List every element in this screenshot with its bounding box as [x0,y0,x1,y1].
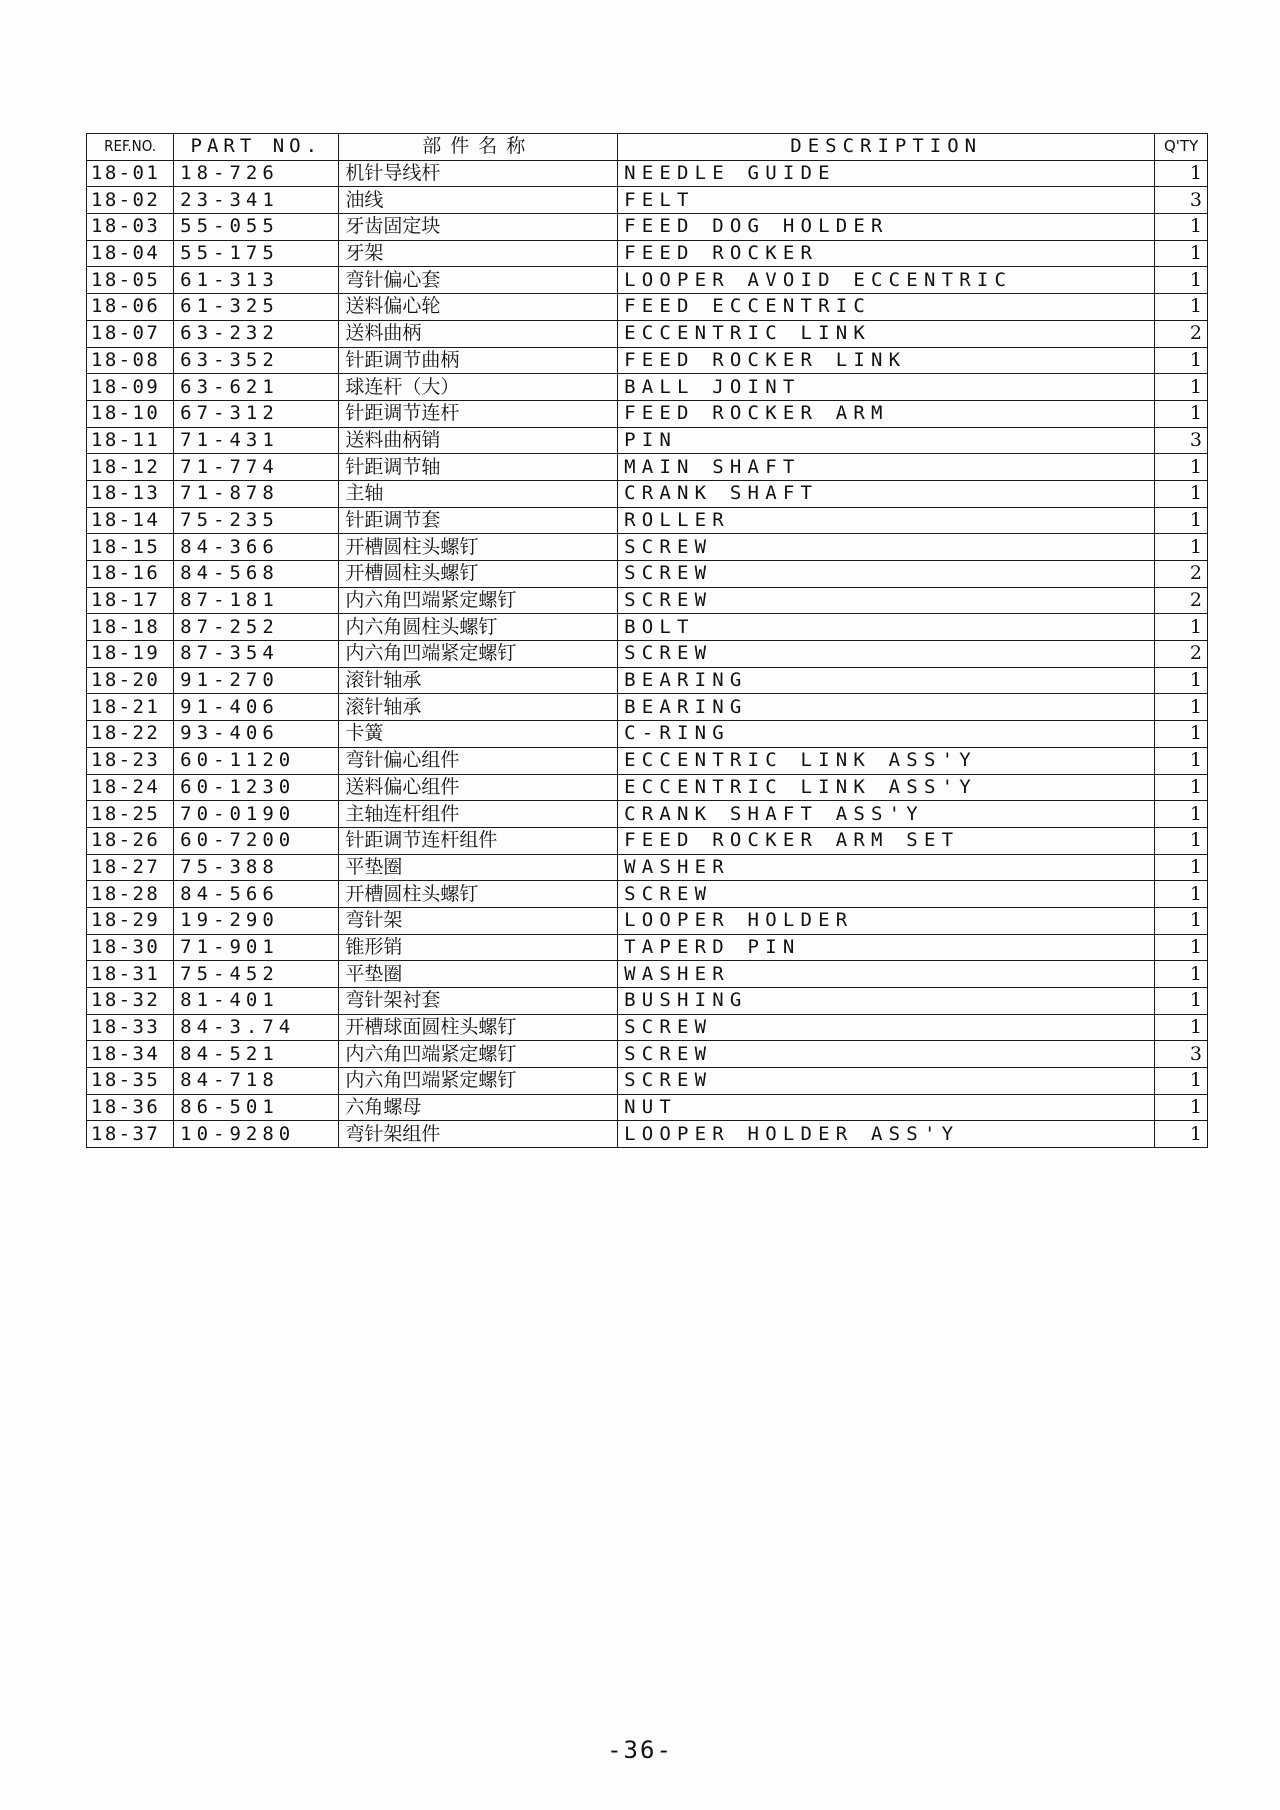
cell-description: FEED DOG HOLDER [618,214,1155,241]
cell-ref-no: 18-34 [87,1041,174,1068]
cell-quantity: 2 [1155,320,1208,347]
cell-ref-no: 18-08 [87,347,174,374]
cell-part-no: 71-774 [174,454,339,481]
cell-chinese-name: 牙齿固定块 [339,214,618,241]
cell-part-no: 60-1230 [174,774,339,801]
table-row [87,587,1208,614]
cell-description: BALL JOINT [618,374,1155,401]
cell-chinese-name: 内六角凹端紧定螺钉 [339,1041,618,1068]
cell-quantity: 2 [1155,587,1208,614]
cell-ref-no: 18-09 [87,374,174,401]
cell-ref-no: 18-10 [87,400,174,427]
cell-part-no: 87-181 [174,587,339,614]
cell-quantity: 3 [1155,187,1208,214]
cell-chinese-name: 弯针偏心组件 [339,747,618,774]
cell-part-no: 18-726 [174,160,339,187]
cell-part-no: 84-718 [174,1068,339,1095]
table-row [87,1094,1208,1121]
cell-chinese-name: 开槽球面圆柱头螺钉 [339,1014,618,1041]
cell-description: PIN [618,427,1155,454]
cell-chinese-name: 针距调节曲柄 [339,347,618,374]
cell-chinese-name: 平垫圈 [339,854,618,881]
cell-part-no: 67-312 [174,400,339,427]
cell-quantity: 1 [1155,881,1208,908]
table-row [87,614,1208,641]
cell-quantity: 3 [1155,427,1208,454]
cell-description: FELT [618,187,1155,214]
cell-description: MAIN SHAFT [618,454,1155,481]
cell-part-no: 93-406 [174,721,339,748]
cell-chinese-name: 内六角凹端紧定螺钉 [339,1068,618,1095]
cell-part-no: 71-901 [174,934,339,961]
table-row [87,320,1208,347]
cell-chinese-name: 针距调节轴 [339,454,618,481]
cell-quantity: 1 [1155,240,1208,267]
cell-description: SCREW [618,1041,1155,1068]
cell-part-no: 84-3.74 [174,1014,339,1041]
cell-description: NUT [618,1094,1155,1121]
cell-chinese-name: 内六角圆柱头螺钉 [339,614,618,641]
table-row [87,667,1208,694]
cell-chinese-name: 送料偏心轮 [339,294,618,321]
cell-part-no: 91-406 [174,694,339,721]
cell-quantity: 1 [1155,934,1208,961]
cell-ref-no: 18-35 [87,1068,174,1095]
cell-ref-no: 18-02 [87,187,174,214]
cell-description: SCREW [618,1014,1155,1041]
cell-ref-no: 18-13 [87,480,174,507]
cell-ref-no: 18-15 [87,534,174,561]
cell-quantity: 1 [1155,480,1208,507]
cell-description: ECCENTRIC LINK [618,320,1155,347]
cell-part-no: 10-9280 [174,1121,339,1148]
cell-chinese-name: 弯针架组件 [339,1121,618,1148]
cell-chinese-name: 滚针轴承 [339,667,618,694]
table-row [87,1014,1208,1041]
cell-part-no: 63-232 [174,320,339,347]
cell-ref-no: 18-20 [87,667,174,694]
parts-table [86,133,1208,1148]
cell-part-no: 55-055 [174,214,339,241]
cell-description: SCREW [618,641,1155,668]
cell-chinese-name: 弯针架衬套 [339,988,618,1015]
cell-part-no: 19-290 [174,907,339,934]
cell-description: FEED ROCKER ARM [618,400,1155,427]
cell-ref-no: 18-05 [87,267,174,294]
cell-description: BEARING [618,667,1155,694]
cell-ref-no: 18-07 [87,320,174,347]
cell-ref-no: 18-26 [87,827,174,854]
cell-ref-no: 18-19 [87,641,174,668]
cell-part-no: 91-270 [174,667,339,694]
cell-part-no: 63-621 [174,374,339,401]
table-row [87,907,1208,934]
table-row [87,427,1208,454]
table-row [87,454,1208,481]
cell-description: LOOPER HOLDER ASS'Y [618,1121,1155,1148]
table-row [87,934,1208,961]
table-row [87,374,1208,401]
cell-description: CRANK SHAFT ASS'Y [618,801,1155,828]
table-row [87,641,1208,668]
cell-description: BUSHING [618,988,1155,1015]
cell-quantity: 1 [1155,347,1208,374]
cell-part-no: 71-431 [174,427,339,454]
cell-description: WASHER [618,961,1155,988]
cell-chinese-name: 开槽圆柱头螺钉 [339,881,618,908]
cell-ref-no: 18-25 [87,801,174,828]
cell-ref-no: 18-18 [87,614,174,641]
parts-table-body [87,160,1208,1147]
cell-quantity: 1 [1155,747,1208,774]
cell-chinese-name: 锥形销 [339,934,618,961]
cell-description: ECCENTRIC LINK ASS'Y [618,774,1155,801]
cell-part-no: 75-452 [174,961,339,988]
cell-chinese-name: 送料曲柄销 [339,427,618,454]
cell-part-no: 71-878 [174,480,339,507]
cell-part-no: 86-501 [174,1094,339,1121]
cell-part-no: 63-352 [174,347,339,374]
table-row [87,214,1208,241]
table-row [87,400,1208,427]
cell-ref-no: 18-24 [87,774,174,801]
table-row [87,240,1208,267]
cell-quantity: 1 [1155,774,1208,801]
table-row [87,801,1208,828]
table-row [87,267,1208,294]
cell-ref-no: 18-04 [87,240,174,267]
cell-chinese-name: 内六角凹端紧定螺钉 [339,587,618,614]
table-row [87,1068,1208,1095]
cell-chinese-name: 弯针架 [339,907,618,934]
table-row [87,1121,1208,1148]
table-row [87,160,1208,187]
cell-chinese-name: 滚针轴承 [339,694,618,721]
cell-quantity: 1 [1155,1094,1208,1121]
cell-quantity: 1 [1155,294,1208,321]
cell-quantity: 1 [1155,160,1208,187]
cell-description: TAPERD PIN [618,934,1155,961]
table-row [87,747,1208,774]
cell-ref-no: 18-36 [87,1094,174,1121]
cell-ref-no: 18-33 [87,1014,174,1041]
cell-quantity: 1 [1155,1121,1208,1148]
table-row [87,347,1208,374]
cell-quantity: 1 [1155,1014,1208,1041]
cell-ref-no: 18-03 [87,214,174,241]
cell-chinese-name: 球连杆（大） [339,374,618,401]
cell-part-no: 55-175 [174,240,339,267]
cell-ref-no: 18-22 [87,721,174,748]
cell-description: SCREW [618,1068,1155,1095]
cell-chinese-name: 针距调节连杆组件 [339,827,618,854]
cell-chinese-name: 机针导线杆 [339,160,618,187]
cell-chinese-name: 平垫圈 [339,961,618,988]
cell-ref-no: 18-21 [87,694,174,721]
table-row [87,294,1208,321]
cell-quantity: 1 [1155,667,1208,694]
cell-quantity: 3 [1155,1041,1208,1068]
table-row [87,187,1208,214]
cell-quantity: 1 [1155,534,1208,561]
cell-chinese-name: 针距调节套 [339,507,618,534]
table-row [87,480,1208,507]
table-row [87,854,1208,881]
cell-chinese-name: 主轴连杆组件 [339,801,618,828]
cell-part-no: 61-325 [174,294,339,321]
cell-part-no: 60-7200 [174,827,339,854]
cell-ref-no: 18-14 [87,507,174,534]
cell-part-no: 84-521 [174,1041,339,1068]
cell-description: BOLT [618,614,1155,641]
header-ref-no: REF.NO. [87,134,174,161]
cell-ref-no: 18-27 [87,854,174,881]
cell-quantity: 2 [1155,641,1208,668]
table-row [87,774,1208,801]
table-row [87,961,1208,988]
cell-chinese-name: 开槽圆柱头螺钉 [339,561,618,588]
cell-part-no: 23-341 [174,187,339,214]
cell-ref-no: 18-28 [87,881,174,908]
cell-description: CRANK SHAFT [618,480,1155,507]
cell-description: LOOPER HOLDER [618,907,1155,934]
cell-part-no: 75-235 [174,507,339,534]
cell-chinese-name: 弯针偏心套 [339,267,618,294]
cell-ref-no: 18-16 [87,561,174,588]
cell-description: FEED ROCKER ARM SET [618,827,1155,854]
table-row [87,988,1208,1015]
cell-quantity: 1 [1155,988,1208,1015]
cell-quantity: 1 [1155,1068,1208,1095]
cell-quantity: 1 [1155,614,1208,641]
table-row [87,827,1208,854]
cell-ref-no: 18-29 [87,907,174,934]
cell-quantity: 1 [1155,721,1208,748]
cell-ref-no: 18-01 [87,160,174,187]
cell-quantity: 1 [1155,961,1208,988]
cell-description: BEARING [618,694,1155,721]
cell-ref-no: 18-31 [87,961,174,988]
cell-chinese-name: 针距调节连杆 [339,400,618,427]
cell-ref-no: 18-17 [87,587,174,614]
cell-part-no: 61-313 [174,267,339,294]
cell-ref-no: 18-23 [87,747,174,774]
cell-part-no: 60-1120 [174,747,339,774]
cell-description: WASHER [618,854,1155,881]
cell-description: SCREW [618,881,1155,908]
header-chinese-name: 部件名称 [339,134,618,161]
cell-quantity: 1 [1155,694,1208,721]
cell-description: ECCENTRIC LINK ASS'Y [618,747,1155,774]
cell-quantity: 1 [1155,827,1208,854]
table-row [87,534,1208,561]
table-row [87,507,1208,534]
cell-part-no: 84-366 [174,534,339,561]
cell-ref-no: 18-12 [87,454,174,481]
cell-chinese-name: 卡簧 [339,721,618,748]
cell-quantity: 1 [1155,214,1208,241]
cell-quantity: 1 [1155,854,1208,881]
cell-description: ROLLER [618,507,1155,534]
cell-part-no: 87-252 [174,614,339,641]
page-number: -36- [607,1736,673,1764]
cell-description: SCREW [618,561,1155,588]
cell-quantity: 2 [1155,561,1208,588]
cell-ref-no: 18-37 [87,1121,174,1148]
cell-part-no: 70-0190 [174,801,339,828]
cell-chinese-name: 内六角凹端紧定螺钉 [339,641,618,668]
cell-quantity: 1 [1155,400,1208,427]
cell-description: FEED ECCENTRIC [618,294,1155,321]
cell-description: LOOPER AVOID ECCENTRIC [618,267,1155,294]
cell-ref-no: 18-32 [87,988,174,1015]
cell-quantity: 1 [1155,801,1208,828]
cell-quantity: 1 [1155,267,1208,294]
header-quantity: Q'TY [1155,134,1208,161]
cell-chinese-name: 送料偏心组件 [339,774,618,801]
cell-chinese-name: 开槽圆柱头螺钉 [339,534,618,561]
table-row [87,694,1208,721]
table-row [87,1041,1208,1068]
cell-description: SCREW [618,587,1155,614]
header-part-no: PART NO. [174,134,339,161]
cell-description: SCREW [618,534,1155,561]
cell-part-no: 84-568 [174,561,339,588]
table-row [87,561,1208,588]
cell-quantity: 1 [1155,374,1208,401]
cell-part-no: 84-566 [174,881,339,908]
table-header-row [87,134,1208,161]
cell-part-no: 75-388 [174,854,339,881]
cell-chinese-name: 油线 [339,187,618,214]
cell-quantity: 1 [1155,507,1208,534]
cell-quantity: 1 [1155,907,1208,934]
cell-description: FEED ROCKER LINK [618,347,1155,374]
cell-ref-no: 18-06 [87,294,174,321]
cell-description: FEED ROCKER [618,240,1155,267]
header-description: DESCRIPTION [618,134,1155,161]
cell-ref-no: 18-11 [87,427,174,454]
cell-quantity: 1 [1155,454,1208,481]
cell-chinese-name: 牙架 [339,240,618,267]
cell-chinese-name: 六角螺母 [339,1094,618,1121]
cell-part-no: 87-354 [174,641,339,668]
table-row [87,881,1208,908]
cell-chinese-name: 送料曲柄 [339,320,618,347]
cell-ref-no: 18-30 [87,934,174,961]
cell-description: NEEDLE GUIDE [618,160,1155,187]
cell-part-no: 81-401 [174,988,339,1015]
table-row [87,721,1208,748]
cell-description: C-RING [618,721,1155,748]
cell-chinese-name: 主轴 [339,480,618,507]
